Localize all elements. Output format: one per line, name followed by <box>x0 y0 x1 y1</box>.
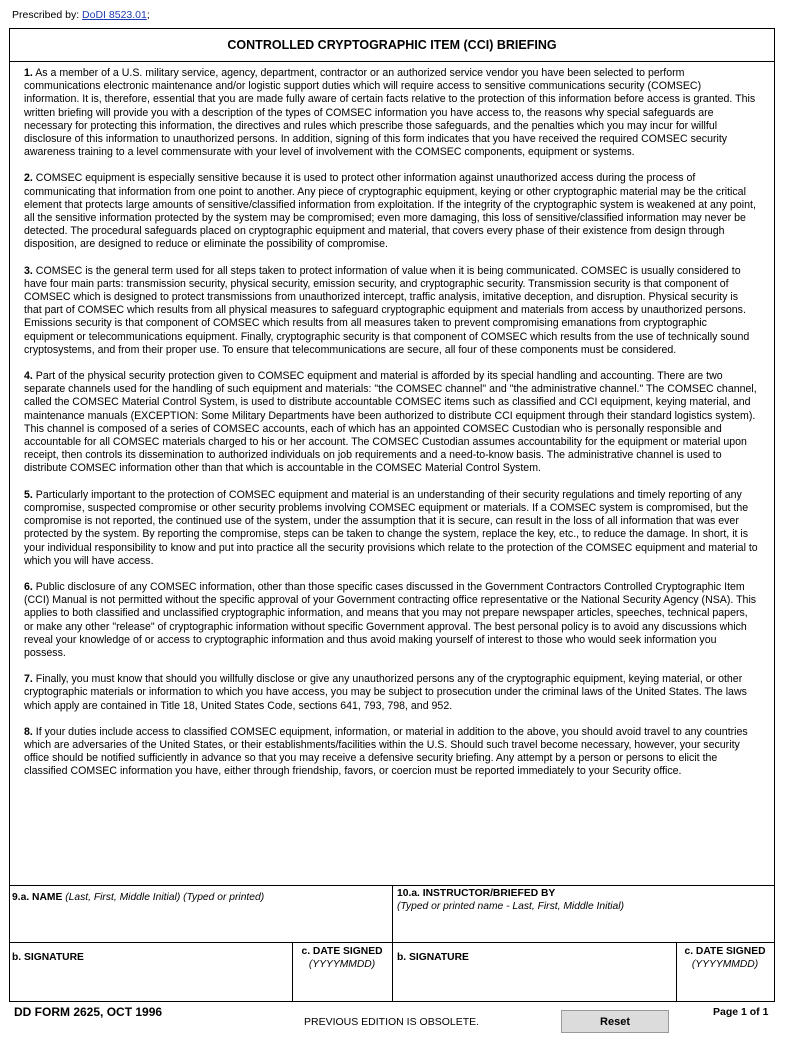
paragraph-number: 2. <box>24 172 33 185</box>
paragraph-text: COMSEC is the general term used for all steps taken to protect information of value when it is being communicated. COMSEC is usually considered to have four main parts: transmission security, physical security, emission security, and cryptographic security. Transmission security is that component of COMSEC which is designed to protect transmissions from unauthorized intercept, traffic analysis, imitative deception, and disruption. Physical security is that part of COMSEC which results from all physical measures to safeguard cryptographic equipment and materials from access by unauthorized persons. Emissions security is that component of COMSEC which results from all measures taken to prevent compromising emanations from cryptographic equipment or telecommunications equipment. Finally, cryptographic security is that component of COMSEC which results from the use of technically sound cryptosystems, and from their proper use. To ensure that telecommunications are secure, all four of these components must be considered. <box>24 264 750 356</box>
paragraph-7 <box>24 673 758 713</box>
paragraph-number: 5. <box>24 488 33 501</box>
paragraph-number: 3. <box>24 264 33 277</box>
paragraph-3 <box>24 265 758 357</box>
paragraph-text: Public disclosure of any COMSEC information, other than those specific cases discussed in the Government Contractors Controlled Cryptographic Item (CCI) Manual is not permitted without the specific approval of your Government contracting office representative or the National Security Agency (NSA). This applies to both classified and unclassified cryptographic information, and means that you may not prepare newspaper articles, speeches, technical papers, or make any other "release" of cryptographic information without specific Government approval. The best personal policy is to avoid any discussions which reveal your knowledge of or access to cryptographic information and thus avoid making yourself of interest to those who would seek information you possess. <box>24 580 757 659</box>
form-title: CONTROLLED CRYPTOGRAPHIC ITEM (CCI) BRIEFING <box>10 29 774 62</box>
instructor-label: 10.a. INSTRUCTOR/BRIEFED BY <box>397 888 556 899</box>
paragraph-text: COMSEC equipment is especially sensitive because it is used to protect other information against unauthorized access during the process of communicating that information from one point to another. Any piece of cryptographic equipment, keying or other cryptographic material may be the critical element that protects large amounts of sensitive/classified information from exploitation. If the integrity of the cryptographic system is weakened at any point, all the sensitive information protected by the system may be compromised; even more damaging, this loss of sensitive/classified information may never be detected. The procedural safeguards placed on cryptographic equipment and material, that covers every phase of their existence from design through disposition, are designed to reduce or eliminate the possibility of compromise. <box>24 172 756 251</box>
name-field[interactable] <box>12 892 387 940</box>
paragraph-6 <box>24 581 758 660</box>
paragraph-text: Part of the physical security protection given to COMSEC equipment and material is afforded by its special handling and accounting. There are two separate channels used for the handling of such equipment and materials: "the COMSEC channel" and "the administrative channel." The COMSEC channel, called the COMSEC Material Control System, is used to distribute accountable COMSEC items such as classified and CCI equipment, keying material, and maintenance manuals (EXCEPTION: Some Military Departments have been authorized to distribute CCI equipment through their standard logistics system). This channel is composed of a series of COMSEC accounts, each of which has an appointed COMSEC Custodian who is personally responsible and accountable for all COMSEC materials charged to his or her account. The COMSEC Custodian assumes accountability for the equipment or material upon receipt, then controls its dissemination to authorized individuals on job requirements and a need-to-know basis. The administrative channel is used to distribute COMSEC information other than that which is accountable in the COMSEC Material Control System. <box>24 370 757 475</box>
name-label: 9.a. NAME <box>12 892 63 903</box>
paragraph-number: 4. <box>24 370 33 383</box>
paragraph-2 <box>24 172 758 251</box>
paragraph-number: 7. <box>24 673 33 686</box>
prescribed-label: Prescribed by: <box>12 9 80 21</box>
signature-field[interactable] <box>12 952 290 1002</box>
briefing-body <box>10 62 774 779</box>
instructor-hint: (Typed or printed name - Last, First, Middle Initial) <box>397 900 624 912</box>
instructor-signature-label: b. SIGNATURE <box>397 952 469 963</box>
form-number: DD FORM 2625, OCT 1996 <box>14 1005 163 1019</box>
paragraph-5 <box>24 489 758 568</box>
instructor-field[interactable] <box>397 888 767 940</box>
instructor-signature-field[interactable] <box>397 952 673 1002</box>
instructor-date-signed-field[interactable] <box>678 946 772 1000</box>
date-signed-field[interactable] <box>294 946 390 1000</box>
instructor-date-signed-hint: (YYYYMMDD) <box>691 958 759 970</box>
paragraph-number: 6. <box>24 580 33 593</box>
page-number: Page 1 of 1 <box>713 1006 769 1018</box>
paragraph-8 <box>24 726 758 779</box>
paragraph-number: 8. <box>24 725 33 738</box>
paragraph-text: Finally, you must know that should you willfully disclose or give any unauthorized persons any of the cryptographic equipment, keying material, or other cryptographic materials or information to which you have access, you may be subject to prosecution under the criminal laws of the United States. The laws which apply are contained in Title 18, United States Code, sections 641, 793, 798, and 952. <box>24 673 747 712</box>
paragraph-text: If your duties include access to classified COMSEC equipment, information, or material in addition to the above, you should avoid travel to any countries which are adversaries of the United States, or their establishments/facilities within the U.S. Should such travel become necessary, however, your security office should be notified sufficiently in advance so that you may receive a defensive security briefing. Any attempt by a person or persons to elicit the classified COMSEC information you have, either through friendship, favors, or coercion must be reported immediately to your Security office. <box>24 725 748 778</box>
prescribed-by <box>12 9 150 21</box>
instructor-date-signed-label: c. DATE SIGNED <box>684 946 766 957</box>
signature-label: b. SIGNATURE <box>12 952 84 963</box>
obsolete-notice: PREVIOUS EDITION IS OBSOLETE. <box>304 1016 480 1028</box>
form-box <box>9 28 775 1002</box>
paragraph-text: Particularly important to the protection of COMSEC equipment and material is an understanding of their security regulations and timely reporting of any compromise, suspected compromise or other security problems involving COMSEC equipment or materials. If a COMSEC system is compromised, but the compromise is not reported, the continued use of the system, under the assumption that it is secure, can result in the loss of all information that was ever protected by the system. By reporting the compromise, steps can be taken to change the system, replace the key, etc., to reduce the damage. In short, it is your individual responsibility to know and put into practice all the security provisions which relate to the protection of the COMSEC equipment and material to which you will have access. <box>24 488 758 567</box>
name-hint: (Last, First, Middle Initial) (Typed or printed) <box>65 892 265 903</box>
divider <box>392 886 393 1001</box>
dodi-link[interactable]: DoDI 8523.01 <box>82 9 147 21</box>
paragraph-number: 1. <box>24 67 33 79</box>
divider <box>10 942 774 943</box>
paragraph-4 <box>24 370 758 476</box>
divider <box>676 942 677 1001</box>
reset-button[interactable]: Reset <box>561 1010 669 1033</box>
paragraph-1 <box>24 67 758 159</box>
divider <box>292 942 293 1001</box>
signature-section <box>10 885 774 1001</box>
date-signed-hint: (YYYYMMDD) <box>308 958 376 970</box>
prescribed-suffix: ; <box>146 9 150 21</box>
date-signed-label: c. DATE SIGNED <box>301 946 383 957</box>
paragraph-text: As a member of a U.S. military service, agency, department, contractor or an authorized service vendor you have been selected to perform communications electronic maintenance and/or logistic support duties which will require access to sensitive communications security (COMSEC) information. It is, therefore, essential that you are made fully aware of certain facts relative to the protection of this information before access is granted. This written briefing will provide you with a description of the types of COMSEC information you have access to, the reasons why special safeguards are necessary for protecting this information, the directives and rules which prescribe those safeguards, and the penalties which you may incur for willful disclosure of this information to unauthorized persons. In addition, signing of this form indicates that you have received the required COMSEC security awareness training to a level commensurate with your level of involvement with the COMSEC components, equipment or systems. <box>24 67 756 159</box>
